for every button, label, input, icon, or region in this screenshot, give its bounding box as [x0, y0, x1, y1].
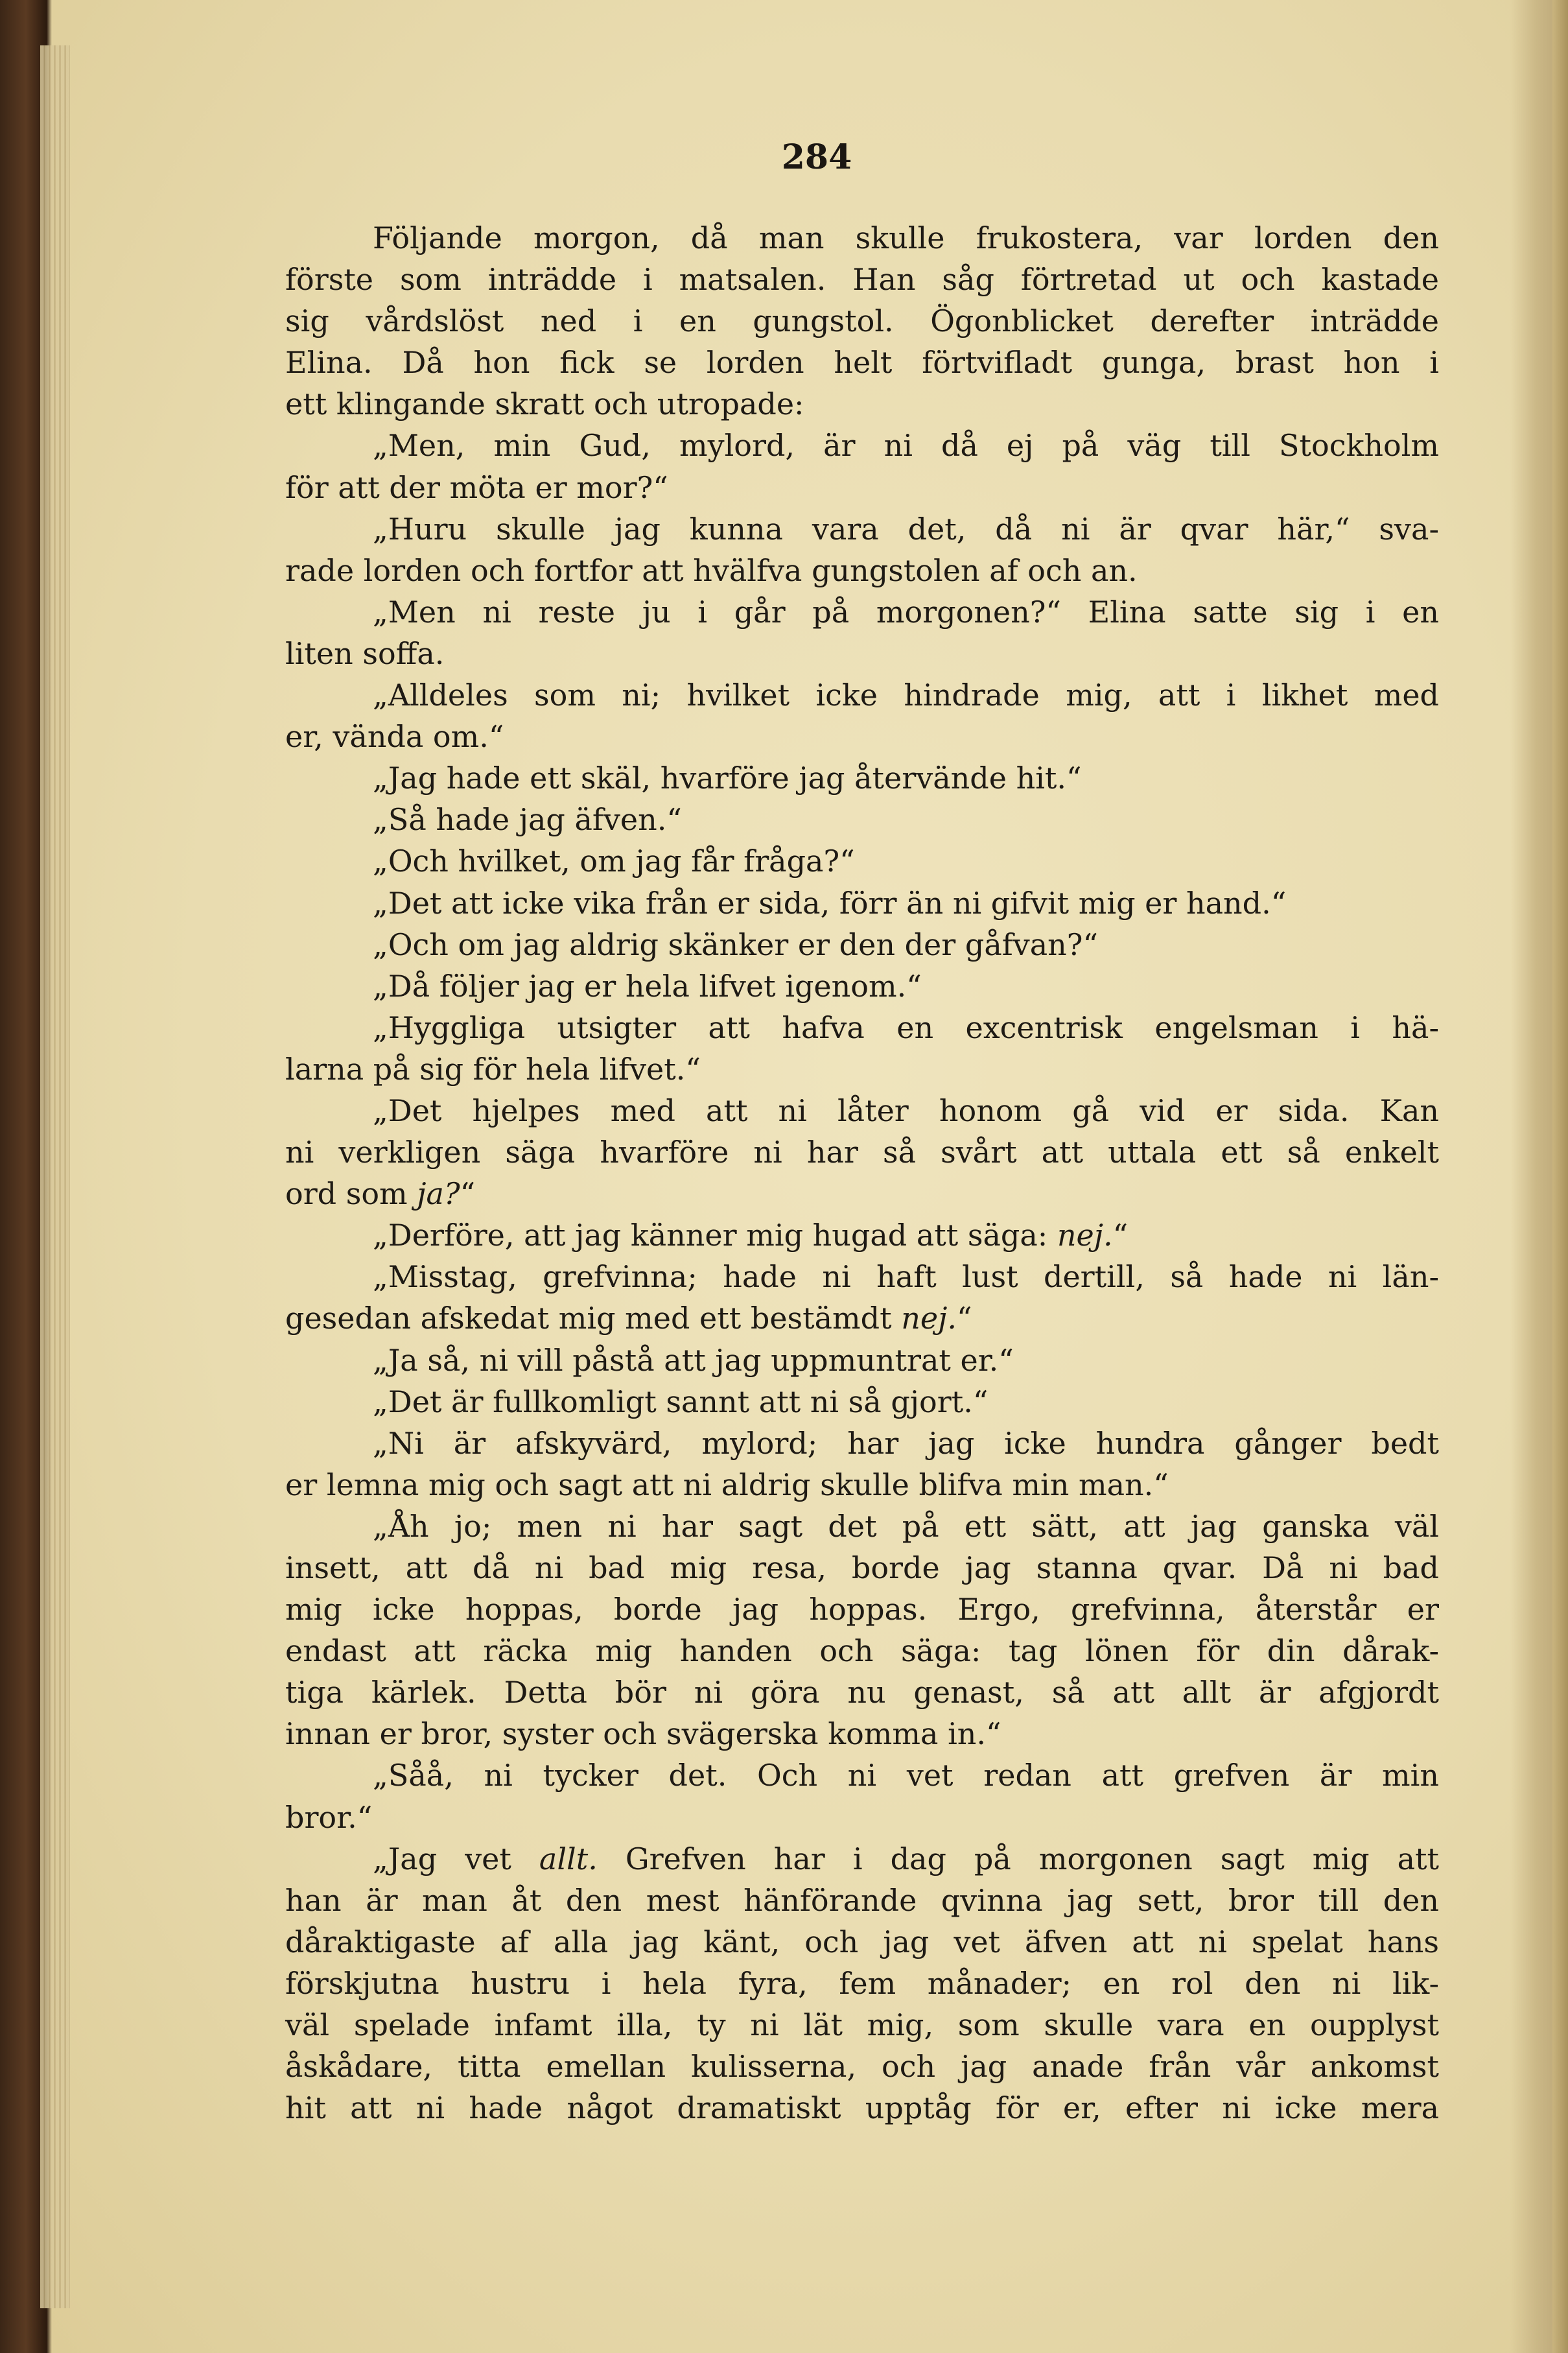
- text-line: sig vårdslöst ned i en gungstol. Ögonblicket derefter inträdde: [285, 303, 1439, 339]
- page-edges: [40, 45, 70, 2308]
- text-line: mig icke hoppas, borde jag hoppas. Ergo, grefvinna, återstår er: [285, 1592, 1439, 1627]
- page-number: 284: [781, 137, 852, 177]
- text-line: „Jag vet allt. Grefven har i dag på morgonen sagt mig att: [373, 1841, 1439, 1876]
- text-line: liten soffa.: [285, 635, 445, 671]
- text-line: „Åh jo; men ni har sagt det på ett sätt, att jag ganska väl: [373, 1508, 1439, 1544]
- text-line: gesedan afskedat mig med ett bestämdt nej.“: [285, 1301, 972, 1336]
- facing-page-edge: [1552, 0, 1568, 2353]
- text-line: „Men, min Gud, mylord, är ni då ej på väg till Stockholm: [373, 428, 1439, 464]
- text-line: endast att räcka mig handen och säga: tag lönen för din dårak-: [285, 1633, 1439, 1669]
- text-line: „Och hvilket, om jag får fråga?“: [373, 844, 855, 879]
- text-line: tiga kärlek. Detta bör ni göra nu genast, så att allt är afgjordt: [285, 1675, 1439, 1710]
- text-line: „Och om jag aldrig skänker er den der gåfvan?“: [373, 927, 1098, 962]
- text-line: „Då följer jag er hela lifvet igenom.“: [373, 968, 922, 1004]
- text-line: bror.“: [285, 1799, 373, 1835]
- text-line: „Men ni reste ju i går på morgonen?“ Elina satte sig i en: [373, 594, 1439, 630]
- text-line: förskjutna hustru i hela fyra, fem månader; en rol den ni lik-: [285, 1965, 1439, 2001]
- text-line: rade lorden och fortfor att hvälfva gungstolen af och an.: [285, 552, 1138, 588]
- text-line: ett klingande skratt och utropade:: [285, 386, 804, 422]
- text-line: hit att ni hade något dramatiskt upptåg för er, efter ni icke mera: [285, 2090, 1439, 2126]
- text-line: Följande morgon, då man skulle frukostera, var lorden den: [373, 220, 1439, 255]
- text-line: larna på sig för hela lifvet.“: [285, 1051, 701, 1087]
- text-line: „Ni är afskyvärd, mylord; har jag icke hundra gånger bedt: [373, 1425, 1439, 1461]
- text-line: „Hyggliga utsigter att hafva en excentrisk engelsman i hä-: [373, 1010, 1439, 1045]
- text-line: insett, att då ni bad mig resa, borde jag stanna qvar. Då ni bad: [285, 1550, 1439, 1585]
- text-line: han är man åt den mest hänförande qvinna jag sett, bror till den: [285, 1882, 1439, 1918]
- text-line: „Huru skulle jag kunna vara det, då ni är qvar här,“ sva-: [373, 511, 1439, 547]
- text-line: „Det är fullkomligt sannt att ni så gjort.“: [373, 1384, 989, 1419]
- text-line: „Så hade jag äfven.“: [373, 802, 682, 838]
- text-line: innan er bror, syster och svägerska komma in.“: [285, 1716, 1001, 1752]
- text-line: för att der möta er mor?“: [285, 469, 668, 505]
- text-line: ni verkligen säga hvarföre ni har så svårt att uttala ett så enkelt: [285, 1135, 1439, 1170]
- text-line: „Ja så, ni vill påstå att jag uppmuntrat er.“: [373, 1342, 1014, 1378]
- text-line: „Jag hade ett skäl, hvarföre jag återvände hit.“: [373, 761, 1082, 796]
- text-line: ord som ja?“: [285, 1176, 476, 1212]
- text-line: „Derföre, att jag känner mig hugad att säga: nej.“: [373, 1218, 1129, 1253]
- text-line: „Misstag, grefvinna; hade ni haft lust dertill, så hade ni län-: [373, 1259, 1439, 1295]
- text-line: „Det att icke vika från er sida, förr än ni gifvit mig er hand.“: [373, 885, 1287, 921]
- text-line: „Såå, ni tycker det. Och ni vet redan att grefven är min: [373, 1758, 1439, 1793]
- text-line: er lemna mig och sagt att ni aldrig skulle blifva min man.“: [285, 1467, 1169, 1502]
- body-text: [285, 217, 1439, 2129]
- text-line: Elina. Då hon fick se lorden helt förtvifladt gunga, brast hon i: [285, 345, 1439, 381]
- text-line: väl spelade infamt illa, ty ni lät mig, som skulle vara en oupplyst: [285, 2007, 1439, 2043]
- text-line: dåraktigaste af alla jag känt, och jag vet äfven att ni spelat hans: [285, 1924, 1439, 1959]
- text-line: „Det hjelpes med att ni låter honom gå vid er sida. Kan: [373, 1093, 1439, 1128]
- text-line: förste som inträdde i matsalen. Han såg förtretad ut och kastade: [285, 262, 1439, 298]
- text-line: åskådare, titta emellan kulisserna, och jag anade från vår ankomst: [285, 2049, 1439, 2085]
- text-line: „Alldeles som ni; hvilket icke hindrade mig, att i likhet med: [373, 678, 1439, 713]
- text-line: er, vända om.“: [285, 719, 504, 755]
